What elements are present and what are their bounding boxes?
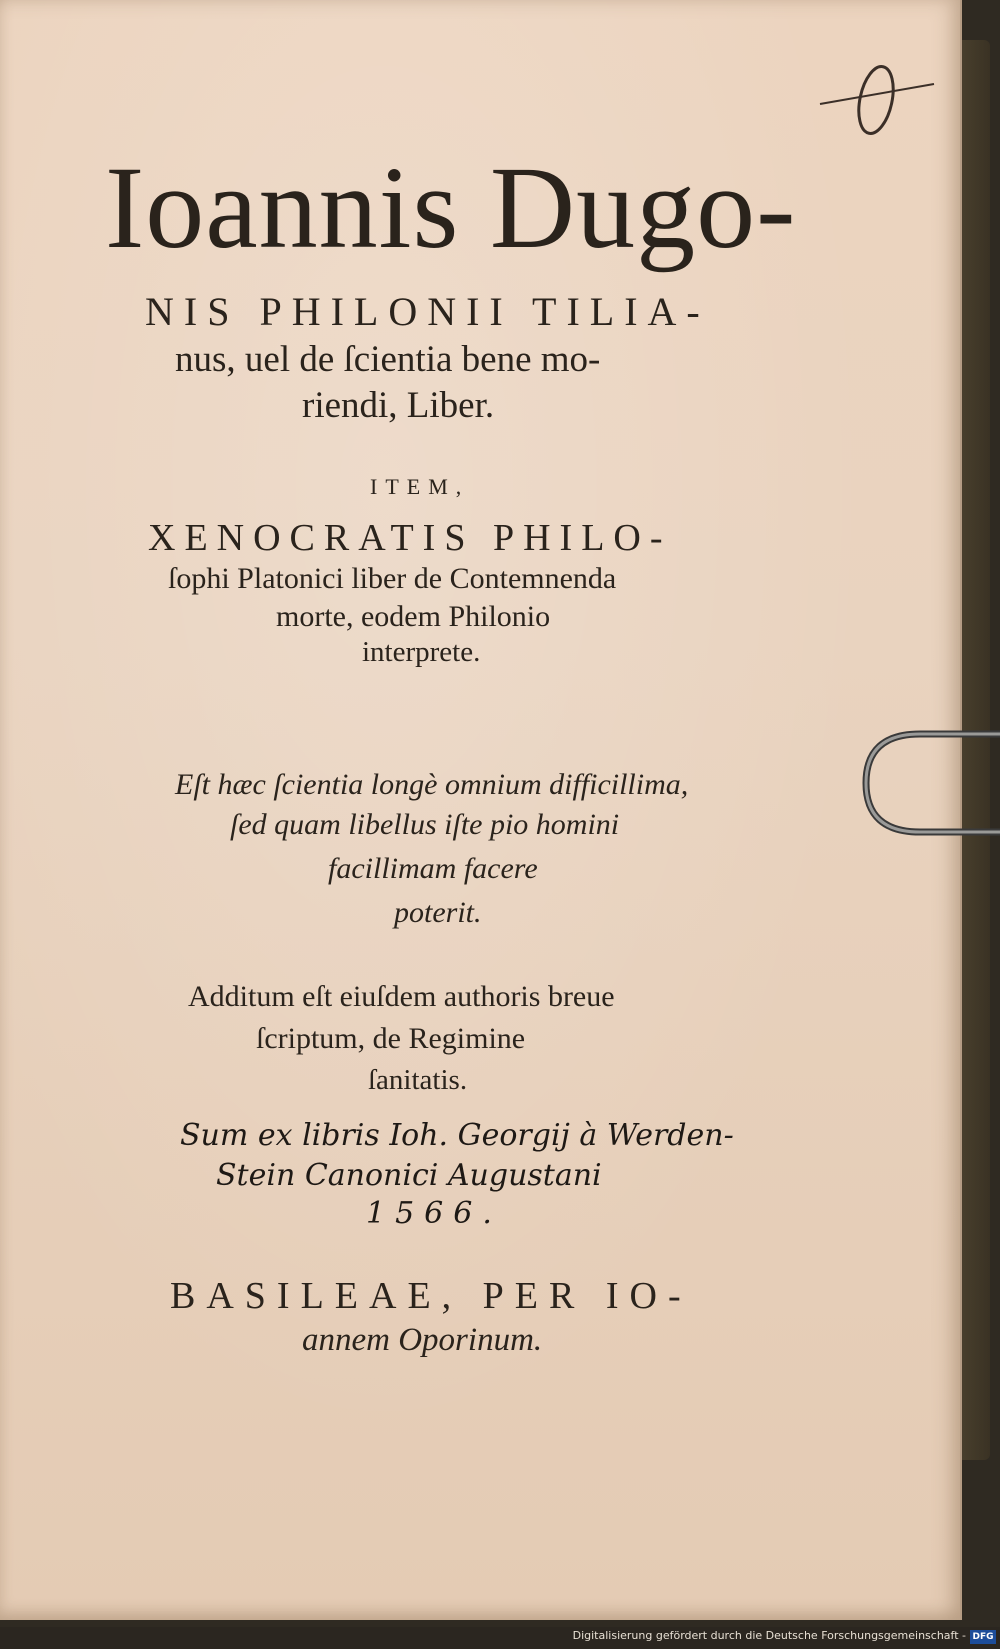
- motto-line-3: facillimam facere: [328, 852, 538, 885]
- paper-clip-icon: [860, 728, 1000, 838]
- additum-line-2: ſcriptum, de Regimine: [256, 1022, 526, 1055]
- dfg-logo: DFG: [970, 1630, 996, 1644]
- subtitle-line-2: nus, uel de ſcientia bene mo-: [175, 339, 601, 380]
- ownership-inscription-year: 1566.: [366, 1196, 502, 1231]
- xenocrates-line-2: ſophi Platonici liber de Contemnenda: [168, 562, 617, 595]
- additum-line-1: Additum eſt eiuſdem authoris breue: [188, 980, 615, 1013]
- digitization-credit: Digitalisierung gefördert durch die Deutsche Forschungsgemeinschaft -: [572, 1629, 966, 1642]
- motto-line-4: poterit.: [394, 896, 482, 929]
- xenocrates-line-3: morte, eodem Philonio: [276, 600, 551, 633]
- subtitle-line-3: riendi, Liber.: [302, 385, 495, 426]
- ownership-inscription-line-2: Stein Canonici Augustani: [216, 1158, 602, 1193]
- subtitle-line-1: NIS PHILONII TILIA-: [145, 289, 710, 334]
- book-title: Ioannis Dugo-: [105, 142, 797, 273]
- xenocrates-line-1: XENOCRATIS PHILO-: [148, 517, 672, 559]
- item-label: ITEM,: [370, 474, 470, 499]
- imprint-line-2: annem Oporinum.: [302, 1322, 543, 1358]
- pencil-mark-icon: [816, 58, 936, 148]
- motto-line-2: ſed quam libellus iſte pio homini: [230, 808, 620, 841]
- imprint-line-1: BASILEAE, PER IO-: [170, 1275, 692, 1317]
- ownership-inscription-line-1: Sum ex libris Ioh. Georgij à Werden-: [180, 1118, 734, 1153]
- xenocrates-line-4: interprete.: [362, 636, 481, 668]
- motto-line-1: Eſt hæc ſcientia longè omnium difficillima,: [175, 768, 689, 801]
- additum-line-3: ſanitatis.: [368, 1064, 468, 1096]
